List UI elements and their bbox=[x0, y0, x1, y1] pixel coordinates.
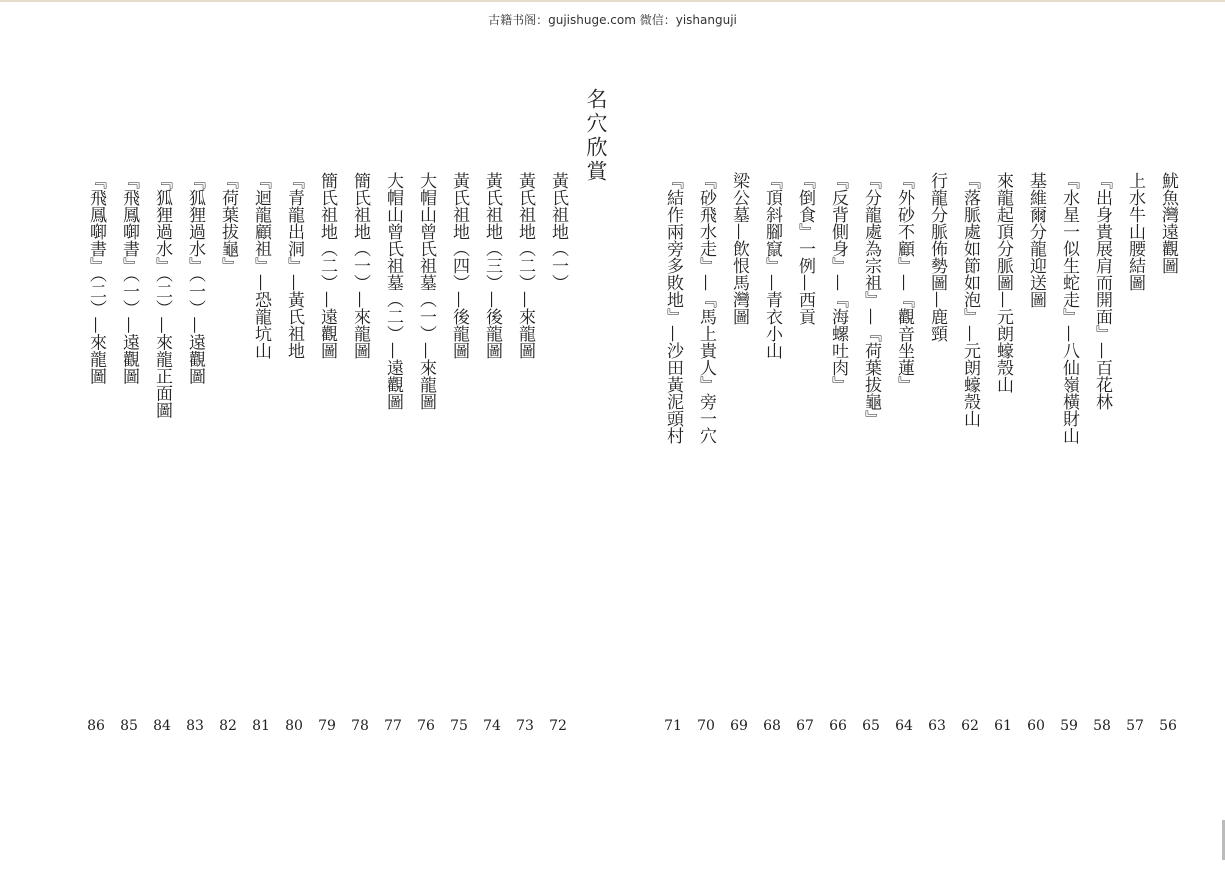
watermark-header: 古籍书阁：gujishuge.com 微信：yishanguji bbox=[488, 13, 737, 27]
page-number: 85 bbox=[120, 718, 138, 734]
page-number: 72 bbox=[549, 718, 567, 734]
page-number: 64 bbox=[895, 718, 913, 734]
page-number: 62 bbox=[961, 718, 979, 734]
toc-entry: 『飛鳳啣書』（二）—來龍圖 bbox=[86, 172, 106, 385]
page-number: 74 bbox=[483, 718, 501, 734]
page-number: 71 bbox=[664, 718, 682, 734]
page-number: 79 bbox=[318, 718, 336, 734]
toc-entry: 黃氏祖地（四）—後龍圖 bbox=[449, 172, 469, 359]
toc-entry: 黃氏祖地（一） bbox=[548, 172, 568, 291]
page-number: 81 bbox=[252, 718, 270, 734]
toc-entry: 上水牛山腰結圖 bbox=[1125, 172, 1145, 291]
toc-entry: 簡氏祖地（一）—來龍圖 bbox=[350, 172, 370, 359]
toc-entry: 『出身貴展肩而開面』—百花林 bbox=[1092, 172, 1112, 410]
toc-entry: 梁公墓—飲恨馬灣圖 bbox=[729, 172, 749, 325]
page-number: 83 bbox=[186, 718, 204, 734]
page-number: 66 bbox=[829, 718, 847, 734]
page-number: 65 bbox=[862, 718, 880, 734]
toc-entry: 大帽山曾氏祖墓（一）—來龍圖 bbox=[416, 172, 436, 410]
page-number: 56 bbox=[1159, 718, 1177, 734]
toc-entry: 『狐狸過水』（二）—來龍正面圖 bbox=[152, 172, 172, 419]
toc-entry: 『青龍出洞』—黃氏祖地 bbox=[284, 172, 304, 359]
page-number: 82 bbox=[219, 718, 237, 734]
toc-entry: 『反背側身』—『海螺吐肉』 bbox=[828, 172, 848, 393]
top-border bbox=[0, 0, 1225, 2]
page-number: 75 bbox=[450, 718, 468, 734]
toc-entry: 黃氏祖地（二）—來龍圖 bbox=[515, 172, 535, 359]
toc-entry: 『頂斜腳竄』—青衣小山 bbox=[762, 172, 782, 359]
toc-entry: 『倒食』一例—西貢 bbox=[795, 172, 815, 325]
toc-entry: 『飛鳳啣書』（一）—遠觀圖 bbox=[119, 172, 139, 385]
page-number: 70 bbox=[697, 718, 715, 734]
page-number: 63 bbox=[928, 718, 946, 734]
page-number: 61 bbox=[994, 718, 1012, 734]
page-number: 76 bbox=[417, 718, 435, 734]
toc-entry: 『分龍處為宗祖』—『荷葉拔龜』 bbox=[861, 172, 881, 427]
page-number: 78 bbox=[351, 718, 369, 734]
page-number: 67 bbox=[796, 718, 814, 734]
toc-entry: 『落脈處如節如泡』—元朗蠔殼山 bbox=[960, 172, 980, 427]
page-number: 59 bbox=[1060, 718, 1078, 734]
toc-entry: 『結作兩旁多敗地』—沙田黃泥頭村 bbox=[663, 172, 683, 444]
page-number: 58 bbox=[1093, 718, 1111, 734]
toc-entry: 魷魚灣遠觀圖 bbox=[1158, 172, 1178, 274]
toc-entry: 黃氏祖地（三）—後龍圖 bbox=[482, 172, 502, 359]
page-number: 57 bbox=[1126, 718, 1144, 734]
page-number: 69 bbox=[730, 718, 748, 734]
page-number: 73 bbox=[516, 718, 534, 734]
toc-entry: 大帽山曾氏祖墓（二）—遠觀圖 bbox=[383, 172, 403, 410]
toc-entry: 來龍起頂分脈圖—元朗蠔殼山 bbox=[993, 172, 1013, 393]
page-number: 84 bbox=[153, 718, 171, 734]
toc-entry: 『迴龍顧祖』—恐龍坑山 bbox=[251, 172, 271, 359]
toc-entry: 『狐狸過水』（一）—遠觀圖 bbox=[185, 172, 205, 385]
toc-entry: 『荷葉拔龜』 bbox=[218, 172, 238, 274]
toc-entry: 行龍分脈佈勢圖—鹿頸 bbox=[927, 172, 947, 342]
toc-entry: 『砂飛水走』—『馬上貴人』旁一穴 bbox=[696, 172, 716, 444]
toc-entry: 『水星一似生蛇走』—八仙嶺橫財山 bbox=[1059, 172, 1079, 444]
page-number: 60 bbox=[1027, 718, 1045, 734]
toc-entry: 基維爾分龍迎送圖 bbox=[1026, 172, 1046, 308]
page-number: 77 bbox=[384, 718, 402, 734]
section-title: 名穴欣賞 bbox=[584, 88, 608, 184]
page-number: 68 bbox=[763, 718, 781, 734]
page-number: 86 bbox=[87, 718, 105, 734]
toc-entry: 『外砂不顧』—『觀音坐蓮』 bbox=[894, 172, 914, 393]
page-number: 80 bbox=[285, 718, 303, 734]
toc-entry: 簡氏祖地（二）—遠觀圖 bbox=[317, 172, 337, 359]
